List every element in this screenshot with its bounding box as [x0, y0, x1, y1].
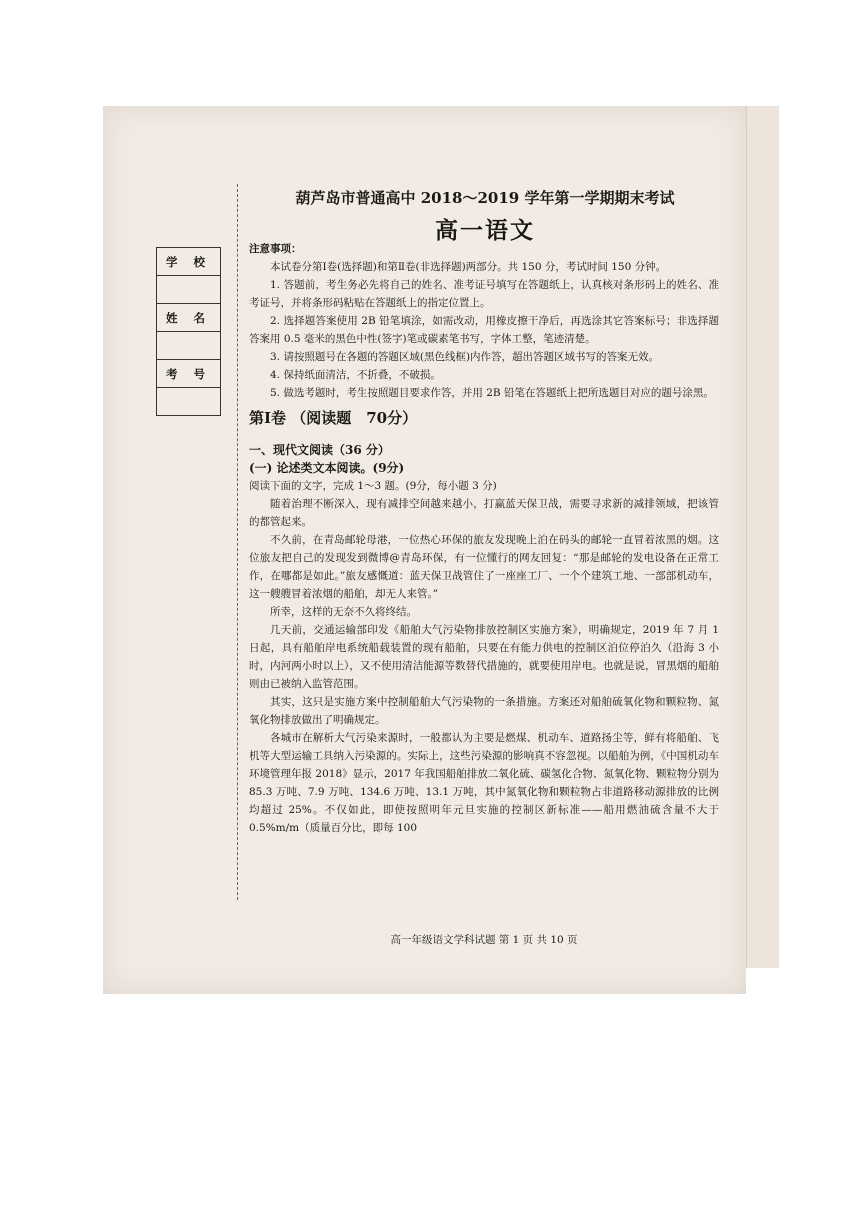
exam-number-field[interactable]	[157, 388, 221, 416]
reading-instruction: 阅读下面的文字，完成 1～3 题。(9分，每小题 3 分)	[249, 480, 497, 492]
article-paragraph: 不久前，在青岛邮轮母港，一位热心环保的旅友发现晚上泊在码头的邮轮一直冒着浓黑的烟。这位旅友把自己的发现发到微博@青岛环保，有一位懂行的网友回复：“那是邮轮的发电设备在正常工作，在哪都是如此。”旅友感慨道：蓝天保卫战管住了一座座工厂、一个个建筑工地、一部部机动车，这一艘艘冒着浓烟的船舶，却无人来管。”	[249, 534, 719, 600]
school-field[interactable]	[157, 276, 221, 304]
page-footer: 高一年级语文学科试题 第 1 页 共 10 页	[390, 934, 578, 946]
name-field[interactable]	[157, 332, 221, 360]
article-paragraph: 其实，这只是实施方案中控制船舶大气污染物的一条措施。方案还对船舶硫氧化物和颗粒物、氮氧化物排放做出了明确规定。	[249, 696, 719, 726]
binding-line	[237, 184, 238, 900]
notice-item: 3. 请按照题号在各题的答题区域(黑色线框)内作答，超出答题区域书写的答案无效。	[270, 351, 660, 363]
notice-heading: 注意事项：	[249, 243, 302, 255]
exam-body	[249, 240, 719, 837]
notice-item: 1. 答题前，考生务必先将自己的姓名、准考证号填写在答题纸上，认真核对条形码上的姓名、准考证号，并将条形码粘贴在答题纸上的指定位置上。	[249, 279, 719, 309]
notice-item: 2. 选择题答案使用 2B 铅笔填涂，如需改动，用橡皮擦干净后，再选涂其它答案标号；非选择题答案用 0.5 毫米的黑色中性(签字)笔或碳素笔书写，字体工整，笔迹清楚。	[249, 315, 719, 345]
article-paragraph: 几天前，交通运输部印发《船舶大气污染物排放控制区实施方案》，明确规定，2019 年 7 月 1 日起，具有船舶岸电系统船载装置的现有船舶，只要在有能力供电的控制区泊位停泊久（沿海 3 小时，内河两小时以上），又不使用清洁能源等数替代措施的，就要使用岸电。也就是说，冒黑烟的船舶则由已被纳入监管范围。	[249, 624, 719, 690]
student-info-box	[156, 247, 221, 416]
subpart-heading: (一) 论述类文本阅读。(9分)	[249, 461, 405, 475]
section-title: 第Ⅰ卷 （阅读题 70分）	[249, 409, 418, 427]
school-label: 学 校	[157, 248, 221, 276]
exam-title: 葫芦岛市普通高中 2018～2019 学年第一学期期末考试	[295, 189, 675, 207]
notice-intro: 本试卷分第Ⅰ卷(选择题)和第Ⅱ卷(非选择题)两部分。共 150 分，考试时间 150 分钟。	[270, 261, 667, 273]
article-paragraph: 所幸，这样的无奈不久将终结。	[270, 606, 417, 618]
name-label: 姓 名	[157, 304, 221, 332]
exam-number-label: 考 号	[157, 360, 221, 388]
next-page-edge	[746, 106, 779, 968]
notice-item: 4. 保持纸面清洁，不折叠，不破损。	[270, 369, 441, 381]
part-heading: 一、现代文阅读（36 分）	[249, 443, 390, 457]
article-paragraph: 各城市在解析大气污染来源时，一般都认为主要是燃煤、机动车、道路扬尘等，鲜有将船舶、飞机等大型运输工具纳入污染源的。实际上，这些污染源的影响真不容忽视。以船舶为例，《中国机动车环境管理年报 2018》显示，2017 年我国船舶排放二氧化硫、碳氢化合物、氮氧化物、颗粒物分别为 85.3 万吨、7.9 万吨、134.6 万吨、13.1 万吨，其中氮氧化物和颗粒物占非道路移动源排放的比例均超过 25%。不仅如此，即使按照明年元旦实施的控制区新标准——船用燃油硫含量不大于 0.5%m/m（质量百分比，即每 100	[249, 732, 719, 834]
notice-item: 5. 做选考题时，考生按照题目要求作答，并用 2B 铅笔在答题纸上把所选题目对应的题号涂黑。	[270, 387, 714, 399]
exam-subject: 高一语文	[435, 217, 535, 244]
article-paragraph: 随着治理不断深入，现有减排空间越来越小，打赢蓝天保卫战，需要寻求新的减排领域，把该管的都管起来。	[249, 498, 719, 528]
